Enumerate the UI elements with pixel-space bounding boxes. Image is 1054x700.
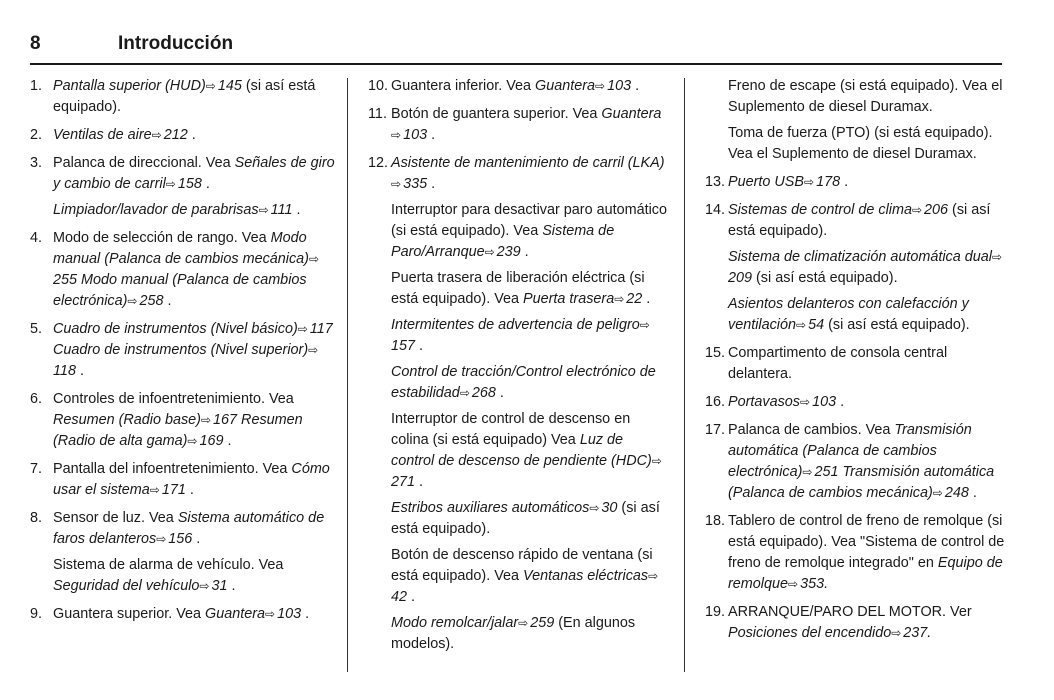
list-item: [705, 420, 1005, 504]
list-item: [705, 200, 1005, 336]
item-text: (si así está equipado).: [824, 317, 970, 333]
item-paragraph: [53, 228, 335, 312]
item-number: 10.: [368, 78, 389, 94]
page-reference-arrow-icon: ⇨: [308, 252, 320, 266]
item-paragraph: [728, 602, 1005, 644]
cross-reference-text: Modo remolcar/jalar: [391, 615, 519, 631]
cross-reference-text: Modo manual (Palanca de cambios mecánica): [53, 230, 309, 267]
page-reference-arrow-icon: ⇨: [788, 577, 799, 591]
cross-reference-text: Sistema automático de faros delanteros: [53, 510, 325, 547]
column-divider: [347, 78, 348, 672]
list-item: [30, 228, 335, 312]
list-item: [368, 104, 670, 146]
item-paragraph: [728, 76, 1005, 118]
cross-reference-text: Asistente de mantenimiento de carril (LKA): [391, 155, 665, 171]
page-reference-arrow-icon: ⇨: [648, 569, 659, 583]
item-number: 7.: [30, 461, 43, 477]
item-text: Interruptor de control de descenso en colina (si está equipado) Vea: [391, 411, 631, 448]
list-item: [30, 604, 335, 625]
page-reference-arrow-icon: ⇨: [149, 483, 160, 497]
item-text: (En algunos modelos).: [391, 615, 636, 652]
page-reference-arrow-icon: ⇨: [932, 486, 943, 500]
page-reference-arrow-icon: ⇨: [891, 626, 902, 640]
page-reference-arrow-icon: ⇨: [127, 294, 138, 308]
page-reference-arrow-icon: ⇨: [297, 322, 308, 336]
item-text: .: [631, 78, 640, 94]
page-reference-arrow-icon: ⇨: [614, 292, 625, 306]
item-paragraph: [53, 319, 335, 382]
item-text: .: [75, 363, 84, 379]
cross-reference-text: Sistema de climatización automática dual: [728, 249, 992, 265]
cross-reference-text: 156: [168, 531, 193, 547]
item-paragraph: [728, 392, 1005, 413]
list-item: [368, 76, 670, 97]
list-item: [30, 153, 335, 221]
cross-reference-text: Puerta trasera: [523, 291, 615, 307]
cross-reference-text: 248: [944, 485, 969, 501]
cross-reference-text: Ventanas eléctricas: [523, 568, 649, 584]
item-paragraph: [53, 459, 335, 501]
page-reference-arrow-icon: ⇨: [911, 203, 923, 217]
page-reference-arrow-icon: ⇨: [651, 454, 662, 468]
item-text: Sensor de luz. Vea: [53, 510, 178, 526]
item-paragraph: [391, 76, 670, 97]
cross-reference-text: 255 Modo manual (Palanca de cambios electrónica): [53, 272, 307, 309]
item-text: .: [415, 474, 424, 490]
column-divider: [684, 78, 685, 672]
item-text: .: [836, 394, 845, 410]
item-number: 2.: [30, 127, 43, 143]
item-text: Toma de fuerza (PTO) (si está equipado). Vea el Suplemento de diesel Duramax.: [728, 125, 993, 162]
item-text: .: [192, 531, 201, 547]
item-number: 11.: [368, 106, 387, 122]
page-reference-arrow-icon: ⇨: [199, 579, 210, 593]
item-text: .: [185, 482, 194, 498]
item-text: Palanca de direccional. Vea: [53, 155, 235, 171]
item-text: Tablero de control de freno de remolque (si está equipado). Vea "Sistema de control de freno de remolque integrado" en: [728, 513, 1005, 571]
cross-reference-text: 117 Cuadro de instrumentos (Nivel superior): [53, 321, 333, 358]
item-text: .: [427, 127, 436, 143]
item-text: .: [187, 127, 196, 143]
item-text: .: [227, 578, 236, 594]
item-number: 14.: [705, 202, 726, 218]
item-paragraph: [391, 200, 670, 263]
page-reference-arrow-icon: ⇨: [639, 318, 650, 332]
cross-reference-text: Sistemas de control de clima: [728, 202, 912, 218]
cross-reference-text: 167 Resumen (Radio de alta gama): [53, 412, 303, 449]
cross-reference-text: Transmisión automática (Palanca de cambios electrónica): [728, 422, 972, 480]
item-number: 15.: [705, 345, 726, 361]
cross-reference-text: Guantera: [535, 78, 596, 94]
item-paragraph: [391, 613, 670, 655]
cross-reference-text: 239: [496, 244, 521, 260]
item-text: .: [495, 385, 504, 401]
page-reference-arrow-icon: ⇨: [802, 465, 813, 479]
page-reference-arrow-icon: ⇨: [589, 501, 600, 515]
cross-reference-text: 103: [403, 127, 428, 143]
page-reference-arrow-icon: ⇨: [265, 607, 276, 621]
cross-reference-text: 42: [391, 589, 408, 605]
item-text: Sistema de alarma de vehículo. Vea: [53, 557, 284, 573]
item-number: 19.: [705, 604, 726, 620]
cross-reference-text: 103: [277, 606, 302, 622]
cross-reference-text: 103: [607, 78, 632, 94]
cross-reference-text: 206: [924, 202, 949, 218]
item-paragraph: [391, 315, 670, 357]
cross-reference-text: Equipo de remolque: [728, 555, 1003, 592]
page-reference-arrow-icon: ⇨: [796, 318, 807, 332]
cross-reference-text: 258: [139, 293, 164, 309]
cross-reference-text: 209: [728, 270, 753, 286]
item-paragraph: [53, 389, 335, 452]
page-reference-arrow-icon: ⇨: [595, 79, 606, 93]
item-text: .: [301, 606, 310, 622]
item-number: 5.: [30, 321, 43, 337]
cross-reference-text: Posiciones del encendido: [728, 625, 892, 641]
item-paragraph: [53, 508, 335, 550]
item-paragraph: [391, 153, 670, 195]
item-text: .: [840, 174, 849, 190]
cross-reference-text: Asientos delanteros con calefacción y ventilación: [728, 296, 969, 333]
item-text: (si así está equipado).: [391, 500, 660, 537]
page-reference-arrow-icon: ⇨: [308, 343, 319, 357]
item-number: 16.: [705, 394, 726, 410]
cross-reference-text: 259: [530, 615, 555, 631]
list-item: [705, 343, 1005, 385]
cross-reference-text: Resumen (Radio base): [53, 412, 201, 428]
page-reference-arrow-icon: ⇨: [800, 395, 811, 409]
item-paragraph: [53, 125, 335, 146]
cross-reference-text: Guantera: [601, 106, 662, 122]
cross-reference-text: 271: [391, 474, 416, 490]
cross-reference-text: Guantera: [205, 606, 266, 622]
page-reference-arrow-icon: ⇨: [484, 245, 495, 259]
list-item: [30, 459, 335, 501]
item-paragraph: [728, 247, 1005, 289]
item-paragraph: [728, 123, 1005, 165]
item-text: .: [407, 589, 416, 605]
page-reference-arrow-icon: ⇨: [200, 413, 212, 427]
cross-reference-text: Limpiador/lavador de parabrisas: [53, 202, 259, 218]
item-text: .: [223, 433, 232, 449]
page-reference-arrow-icon: ⇨: [518, 616, 529, 630]
cross-reference-text: Cómo usar el sistema: [53, 461, 330, 498]
page-number: 8: [30, 33, 41, 54]
item-text: .: [520, 244, 529, 260]
cross-reference-text: 145: [217, 78, 242, 94]
cross-reference-text: Ventilas de aire: [53, 127, 152, 143]
item-number: 12.: [368, 155, 389, 171]
cross-reference-text: 118: [53, 363, 76, 379]
list-item: [705, 172, 1005, 193]
item-paragraph: [391, 409, 670, 493]
cross-reference-text: 268: [471, 385, 496, 401]
item-text: Freno de escape (si está equipado). Vea el Suplemento de diesel Duramax.: [728, 78, 1003, 115]
item-paragraph: [53, 200, 335, 221]
cross-reference-text: 335: [403, 176, 428, 192]
item-text: .: [415, 338, 424, 354]
item-paragraph: [728, 343, 1005, 385]
cross-reference-text: 171: [161, 482, 186, 498]
item-paragraph: [53, 76, 335, 118]
item-text: .: [968, 485, 977, 501]
list-item: [705, 511, 1005, 595]
item-paragraph: [728, 294, 1005, 336]
list-item: [705, 76, 1005, 165]
item-paragraph: [391, 104, 670, 146]
page-reference-arrow-icon: ⇨: [205, 79, 216, 93]
item-paragraph: [728, 172, 1005, 193]
cross-reference-text: 54: [808, 317, 825, 333]
item-text: Botón de guantera superior. Vea: [391, 106, 602, 122]
item-number: 9.: [30, 606, 43, 622]
item-paragraph: [728, 200, 1005, 242]
cross-reference-text: 353.: [800, 576, 829, 592]
cross-reference-text: Intermitentes de advertencia de peligro: [391, 317, 640, 333]
cross-reference-text: Portavasos: [728, 394, 800, 410]
cross-reference-text: 22: [626, 291, 643, 307]
column-1: [30, 76, 335, 632]
item-text: Guantera inferior. Vea: [391, 78, 535, 94]
list-item: [30, 125, 335, 146]
page-reference-arrow-icon: ⇨: [258, 203, 269, 217]
item-paragraph: [53, 153, 335, 195]
item-paragraph: [53, 555, 335, 597]
item-text: Botón de descenso rápido de ventana (si está equipado). Vea: [391, 547, 653, 584]
item-number: 4.: [30, 230, 43, 246]
item-text: (si así está equipado).: [728, 202, 991, 239]
item-number: 3.: [30, 155, 43, 171]
cross-reference-text: 251 Transmisión automática (Palanca de cambios mecánica): [728, 464, 995, 501]
item-text: (si así está equipado).: [53, 78, 316, 115]
item-number: 13.: [705, 174, 726, 190]
item-text: Modo de selección de rango. Vea: [53, 230, 271, 246]
item-text: .: [427, 176, 436, 192]
cross-reference-text: Seguridad del vehículo: [53, 578, 200, 594]
item-text: .: [292, 202, 301, 218]
item-text: Guantera superior. Vea: [53, 606, 206, 622]
item-number: 8.: [30, 510, 43, 526]
page-header: [30, 33, 1002, 65]
page-reference-arrow-icon: ⇨: [804, 175, 815, 189]
section-title: Introducción: [118, 33, 234, 54]
cross-reference-text: Señales de giro y cambio de carril: [53, 155, 335, 192]
cross-reference-text: 169: [199, 433, 224, 449]
column-2: [368, 76, 670, 662]
item-paragraph: [391, 498, 670, 540]
item-number: 17.: [705, 422, 726, 438]
cross-reference-text: Puerto USB: [728, 174, 804, 190]
list-item: [30, 389, 335, 452]
cross-reference-text: Estribos auxiliares automáticos: [391, 500, 590, 516]
item-paragraph: [391, 545, 670, 608]
cross-reference-text: 103: [812, 394, 837, 410]
item-text: (si así está equipado).: [752, 270, 898, 286]
cross-reference-text: Control de tracción/Control electrónico de estabilidad: [391, 364, 656, 401]
item-text: .: [201, 176, 210, 192]
cross-reference-text: Sistema de Paro/Arranque: [391, 223, 615, 260]
item-text: Compartimento de consola central delantera.: [728, 345, 948, 382]
cross-reference-text: Cuadro de instrumentos (Nivel básico): [53, 321, 298, 337]
cross-reference-text: Pantalla superior (HUD): [53, 78, 206, 94]
page-reference-arrow-icon: ⇨: [391, 177, 402, 191]
cross-reference-text: 178: [816, 174, 841, 190]
cross-reference-text: 157: [391, 338, 416, 354]
list-item: [30, 508, 335, 597]
page-reference-arrow-icon: ⇨: [151, 128, 162, 142]
page-reference-arrow-icon: ⇨: [156, 532, 167, 546]
list-item: [30, 319, 335, 382]
cross-reference-text: Luz de control de descenso de pendiente (HDC): [391, 432, 652, 469]
column-3: [705, 76, 1005, 651]
item-text: .: [642, 291, 651, 307]
item-paragraph: [391, 362, 670, 404]
item-text: Pantalla del infoentretenimiento. Vea: [53, 461, 292, 477]
item-number: 18.: [705, 513, 726, 529]
page-reference-arrow-icon: ⇨: [391, 128, 402, 142]
list-item: [705, 602, 1005, 644]
cross-reference-text: 237.: [903, 625, 932, 641]
item-text: .: [163, 293, 172, 309]
item-text: Palanca de cambios. Vea: [728, 422, 895, 438]
cross-reference-text: 212: [163, 127, 188, 143]
item-paragraph: [728, 420, 1005, 504]
item-paragraph: [391, 268, 670, 310]
cross-reference-text: 158: [177, 176, 202, 192]
page-reference-arrow-icon: ⇨: [459, 386, 470, 400]
item-text: ARRANQUE/PARO DEL MOTOR. Ver: [728, 604, 972, 620]
item-text: Interruptor para desactivar paro automático (si está equipado). Vea: [391, 202, 667, 239]
cross-reference-text: 30: [601, 500, 618, 516]
item-number: 1.: [30, 78, 43, 94]
cross-reference-text: 31: [211, 578, 228, 594]
item-paragraph: [53, 604, 335, 625]
page-reference-arrow-icon: ⇨: [165, 177, 176, 191]
page-reference-arrow-icon: ⇨: [991, 250, 1003, 264]
item-number: 6.: [30, 391, 43, 407]
list-item: [368, 153, 670, 655]
item-text: Puerta trasera de liberación eléctrica (si está equipado). Vea: [391, 270, 645, 307]
item-text: Controles de infoentretenimiento. Vea: [53, 391, 294, 407]
item-paragraph: [728, 511, 1005, 595]
list-item: [705, 392, 1005, 413]
list-item: [30, 76, 335, 118]
page-reference-arrow-icon: ⇨: [187, 434, 198, 448]
cross-reference-text: 111: [270, 202, 293, 218]
